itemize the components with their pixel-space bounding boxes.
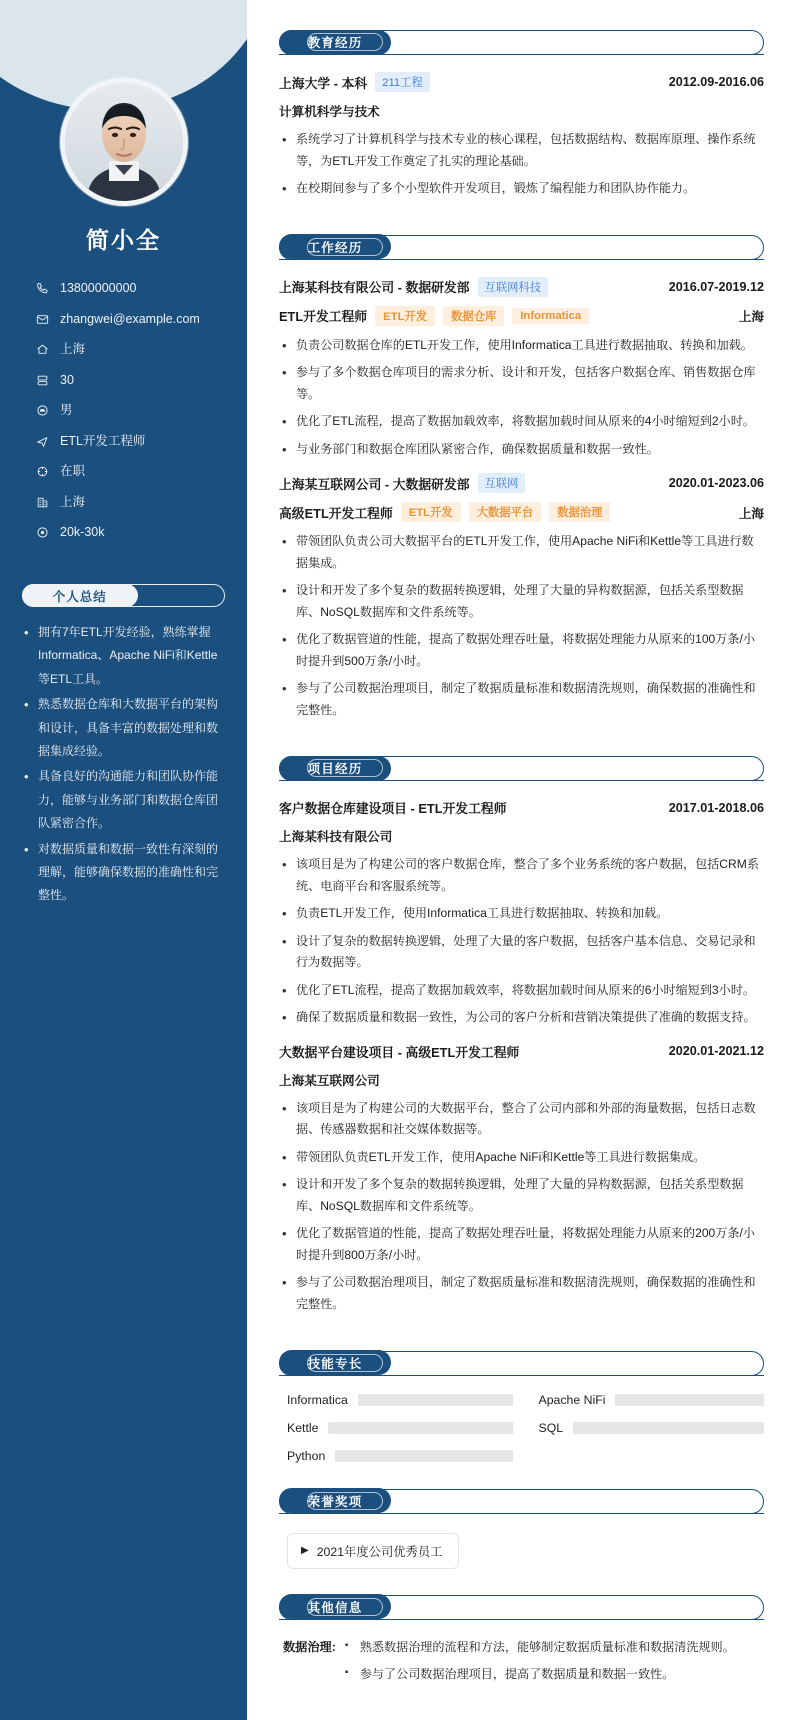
section-title: 项目经历 xyxy=(307,762,363,777)
project-date: 2020.01-2021.12 xyxy=(668,1044,764,1059)
skill-name: SQL xyxy=(538,1420,564,1435)
bullet: • 优化了数据管道的性能，提高了数据处理吞吐量，将数据处理能力从原来的200万条/小时提升到800万条/小时。 xyxy=(279,1223,764,1266)
bullet: • 参与了多个数据仓库项目的需求分析、设计和开发，包括客户数据仓库、销售数据仓库等。 xyxy=(279,362,764,405)
sidebar xyxy=(0,0,247,1720)
school-tag: 211工程 xyxy=(375,72,430,92)
project-name: 客户数据仓库建设项目 - ETL开发工程师 xyxy=(279,801,507,817)
bullet: • 设计了复杂的数据转换逻辑，处理了大量的客户数据，包括客户基本信息、交易记录和行为数据等。 xyxy=(279,931,764,974)
status-icon xyxy=(34,465,51,479)
work-date: 2016.07-2019.12 xyxy=(668,279,764,294)
contact-value: 上海 xyxy=(60,494,86,509)
skill-tag: 数据仓库 xyxy=(443,306,504,326)
company-tag: 互联网科技 xyxy=(478,277,549,297)
contact-item-age xyxy=(34,373,247,388)
bullet: • 带领团队负责ETL开发工作，使用Apache NiFi和Kettle等工具进行数据集成。 xyxy=(279,1147,764,1169)
contact-item-job xyxy=(34,434,247,449)
section-header-work xyxy=(279,235,764,260)
skill-name: Kettle xyxy=(287,1420,319,1435)
project-bullets xyxy=(279,1098,764,1316)
school-name: 上海大学 - 本科 xyxy=(279,75,368,91)
section-title: 荣誉奖项 xyxy=(307,1494,363,1509)
work-bullets xyxy=(279,531,764,721)
header-pill xyxy=(279,1350,391,1375)
contact-item-email xyxy=(34,312,247,327)
summary-item: • 对数据质量和数据一致性有深刻的理解，能够确保数据的准确性和完整性。 xyxy=(22,838,227,908)
skill-name: Python xyxy=(287,1448,326,1463)
work-position-row xyxy=(279,306,764,326)
education-date: 2012.09-2016.06 xyxy=(668,75,764,89)
contact-item-city xyxy=(34,495,247,510)
bullet: • 带领团队负责公司大数据平台的ETL开发工作，使用Apache NiFi和Kettle等工具进行数据集成。 xyxy=(279,531,764,574)
bullet: ▪ 熟悉数据治理的流程和方法，能够制定数据质量标准和数据清洗规则。 xyxy=(342,1637,764,1659)
company-tag: 互联网 xyxy=(478,473,526,493)
project-company: 上海某互联网公司 xyxy=(279,1073,380,1088)
honor-label: 2021年度公司优秀员工 xyxy=(316,1544,443,1559)
summary-item: • 拥有7年ETL开发经验，熟练掌握Informatica、Apache NiFi和Kettle等ETL工具。 xyxy=(22,621,227,691)
company-name: 上海某互联网公司 - 大数据研发部 xyxy=(279,476,470,492)
main-content xyxy=(247,0,794,1720)
salary-icon xyxy=(34,526,51,540)
other-bullets xyxy=(342,1637,764,1692)
phone-icon xyxy=(34,282,51,296)
education-entry-header xyxy=(279,72,764,92)
contact-item-status xyxy=(34,464,247,479)
bullet: • 参与了公司数据治理项目，制定了数据质量标准和数据清洗规则，确保数据的准确性和完整性。 xyxy=(279,1272,764,1315)
skill-bar-track xyxy=(358,1394,513,1406)
skill-name: Apache NiFi xyxy=(538,1392,606,1407)
project-entry xyxy=(279,798,764,1029)
section-header-education xyxy=(279,30,764,55)
avatar-ring xyxy=(60,78,188,206)
contact-item-hometown xyxy=(34,342,247,357)
summary-title: 个人总结 xyxy=(22,584,138,607)
bullet: • 优化了ETL流程，提高了数据加载效率，将数据加载时间从原来的4小时缩短到2小时。 xyxy=(279,411,764,433)
skill-bar-track xyxy=(573,1422,764,1434)
portrait-photo-icon xyxy=(65,83,183,201)
position: 高级ETL开发工程师 xyxy=(279,505,393,521)
contact-item-phone xyxy=(34,281,247,296)
work-bullets xyxy=(279,335,764,461)
section-title: 工作经历 xyxy=(307,240,363,255)
project-entry-header xyxy=(279,1042,764,1061)
bullet: • 设计和开发了多个复杂的数据转换逻辑，处理了大量的异构数据源，包括关系型数据库、NoSQL数据库和文件系统等。 xyxy=(279,1174,764,1217)
person-name: 简小全 xyxy=(86,227,161,253)
section-title: 教育经历 xyxy=(307,36,363,50)
skill-row xyxy=(287,1449,513,1463)
contact-item-salary xyxy=(34,525,247,540)
skill-row xyxy=(539,1393,765,1407)
other-label: 数据治理: xyxy=(283,1639,336,1654)
bullet: ▪ 参与了公司数据治理项目，提高了数据质量和数据一致性。 xyxy=(342,1664,764,1686)
bullet: • 优化了ETL流程，提高了数据加载效率，将数据加载时间从原来的6小时缩短到3小时。 xyxy=(279,980,764,1002)
position: ETL开发工程师 xyxy=(279,309,368,325)
bullet: • 优化了数据管道的性能，提高了数据处理吞吐量，将数据处理能力从原来的100万条/小时提升到500万条/小时。 xyxy=(279,629,764,672)
work-date: 2020.01-2023.06 xyxy=(668,476,764,491)
work-entry xyxy=(279,473,764,721)
job-icon xyxy=(34,434,51,448)
skill-row xyxy=(287,1393,513,1407)
skill-tag: 数据治理 xyxy=(549,502,610,522)
skill-tag: 大数据平台 xyxy=(469,502,542,522)
section-header-other xyxy=(279,1595,764,1620)
work-location: 上海 xyxy=(738,506,764,521)
bullet: • 该项目是为了构建公司的客户数据仓库，整合了多个业务系统的客户数据，包括CRM系统、电商平台和客服系统等。 xyxy=(279,854,764,897)
contact-value: 13800000000 xyxy=(60,281,137,295)
project-bullets xyxy=(279,854,764,1029)
bullet: • 该项目是为了构建公司的大数据平台，整合了公司内部和外部的海量数据，包括日志数据、传感器数据和社交媒体数据等。 xyxy=(279,1098,764,1141)
contact-value: 上海 xyxy=(60,342,86,356)
gender-icon xyxy=(34,404,51,418)
summary-item: • 熟悉数据仓库和大数据平台的架构和设计，具备丰富的数据处理和数据集成经验。 xyxy=(22,693,227,763)
triangle-icon: ▶ xyxy=(301,1545,309,1556)
section-header-honors xyxy=(279,1489,764,1514)
header-pill xyxy=(279,1488,391,1513)
bullet: • 负责ETL开发工作，使用Informatica工具进行数据抽取、转换和加载。 xyxy=(279,903,764,925)
contact-value: 30 xyxy=(60,372,74,387)
skill-tag: ETL开发 xyxy=(375,306,435,326)
bullet: • 设计和开发了多个复杂的数据转换逻辑，处理了大量的异构数据源，包括关系型数据库、NoSQL数据库和文件系统等。 xyxy=(279,580,764,623)
contact-value: 在职 xyxy=(60,464,86,478)
work-entry-header xyxy=(279,473,764,493)
honor-item xyxy=(287,1533,459,1569)
major: 计算机科学与技术 xyxy=(279,105,380,119)
age-icon xyxy=(34,373,51,387)
bullet: • 确保了数据质量和数据一致性，为公司的客户分析和营销决策提供了准确的数据支持。 xyxy=(279,1007,764,1029)
mail-icon xyxy=(34,312,51,326)
work-location: 上海 xyxy=(738,310,764,325)
sidebar-section-summary-header xyxy=(22,584,225,607)
contact-value: 男 xyxy=(60,403,73,417)
summary-list xyxy=(22,621,227,908)
section-title: 其他信息 xyxy=(307,1600,363,1615)
skill-row xyxy=(287,1421,513,1435)
section-header-skills xyxy=(279,1351,764,1376)
contact-value: zhangwei@example.com xyxy=(60,311,200,326)
bullet: • 在校期间参与了多个小型软件开发项目，锻炼了编程能力和团队协作能力。 xyxy=(279,178,764,200)
company-name: 上海某科技有限公司 - 数据研发部 xyxy=(279,280,470,296)
skill-bar-track xyxy=(615,1394,764,1406)
skills-grid xyxy=(287,1393,764,1463)
header-pill xyxy=(279,234,391,259)
section-title: 技能专长 xyxy=(307,1356,363,1371)
work-position-row xyxy=(279,502,764,522)
skill-bar-track xyxy=(335,1450,512,1462)
bullet: • 与业务部门和数据仓库团队紧密合作，确保数据质量和数据一致性。 xyxy=(279,439,764,461)
project-name: 大数据平台建设项目 - 高级ETL开发工程师 xyxy=(279,1044,520,1060)
skill-name: Informatica xyxy=(287,1392,348,1407)
skill-tag: ETL开发 xyxy=(401,502,461,522)
work-entry xyxy=(279,277,764,461)
header-pill xyxy=(279,756,391,781)
skill-tag: Informatica xyxy=(512,308,589,324)
avatar xyxy=(60,78,188,206)
skill-row xyxy=(539,1421,765,1435)
bullet: • 系统学习了计算机科学与技术专业的核心课程，包括数据结构、数据库原理、操作系统等，为ETL开发工作奠定了扎实的理论基础。 xyxy=(279,129,764,172)
section-header-project xyxy=(279,756,764,781)
education-entry xyxy=(279,72,764,200)
project-company: 上海某科技有限公司 xyxy=(279,830,393,845)
skill-bar-track xyxy=(328,1422,512,1434)
project-date: 2017.01-2018.06 xyxy=(668,800,764,815)
education-bullets xyxy=(279,129,764,200)
city-icon xyxy=(34,495,51,509)
bullet: • 负责公司数据仓库的ETL开发工作，使用Informatica工具进行数据抽取、转换和加载。 xyxy=(279,335,764,357)
summary-item: • 具备良好的沟通能力和团队协作能力，能够与业务部门和数据仓库团队紧密合作。 xyxy=(22,765,227,835)
project-entry xyxy=(279,1042,764,1316)
other-group xyxy=(283,1637,764,1692)
header-pill xyxy=(279,1594,391,1619)
contact-item-gender xyxy=(34,403,247,418)
header-pill xyxy=(279,30,391,55)
project-entry-header xyxy=(279,798,764,817)
contact-value: ETL开发工程师 xyxy=(60,433,146,448)
bullet: • 参与了公司数据治理项目，制定了数据质量标准和数据清洗规则，确保数据的准确性和完整性。 xyxy=(279,678,764,721)
home-icon xyxy=(34,343,51,357)
contact-list xyxy=(34,281,247,540)
contact-value: 20k-30k xyxy=(60,525,105,539)
work-entry-header xyxy=(279,277,764,297)
